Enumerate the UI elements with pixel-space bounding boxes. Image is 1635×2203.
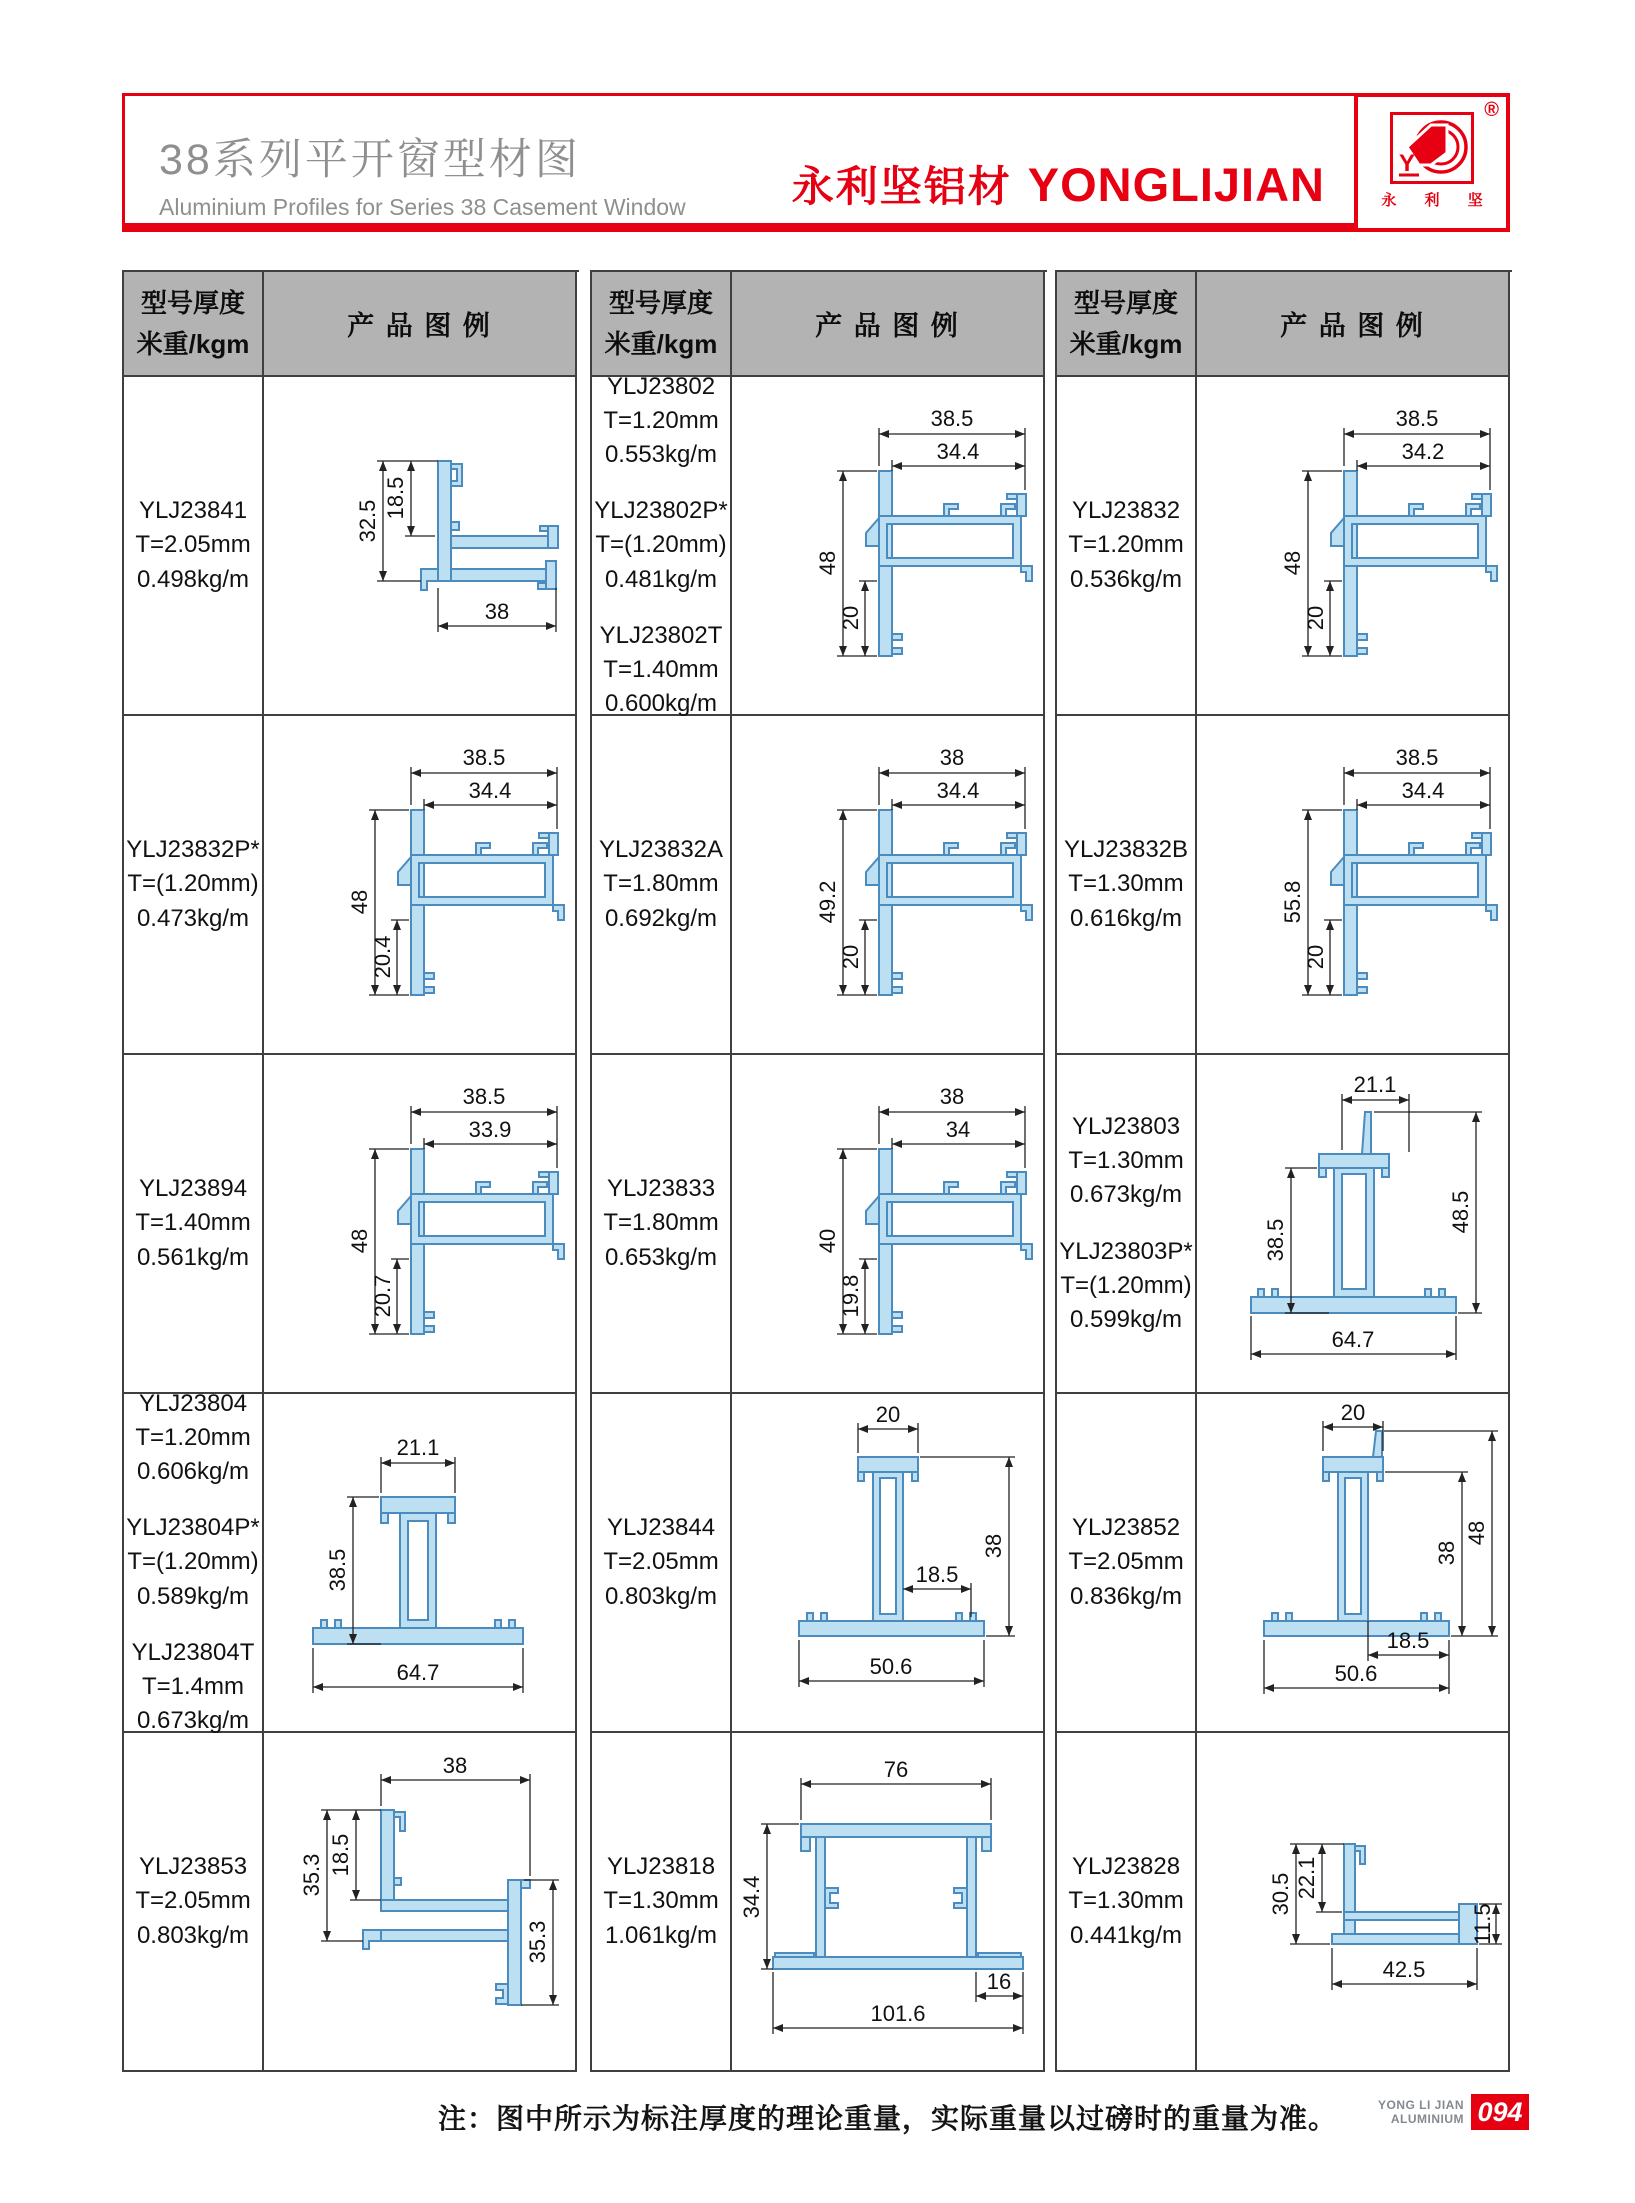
product-entry — [1068, 1110, 1183, 1212]
product-thickness: T=1.30mm — [1068, 1887, 1184, 1915]
product-code: YLJ23818 — [606, 1853, 716, 1881]
product-info — [1057, 1733, 1197, 2072]
profile-drawing — [264, 377, 577, 716]
header-model-line2: 米重/kgm — [1069, 328, 1183, 359]
product-info — [1057, 1055, 1197, 1394]
dim-label: 34.4 — [936, 778, 980, 803]
product-code: YLJ23802P* — [594, 497, 728, 525]
dim-label: 101.6 — [870, 2001, 926, 2026]
product-entry — [594, 494, 727, 596]
dim-label: 38.5 — [1395, 745, 1439, 770]
dim-label: 20 — [838, 605, 863, 631]
dim-label: 38.5 — [325, 1548, 350, 1592]
dim-label: 19.8 — [838, 1274, 863, 1318]
product-code: YLJ23894 — [138, 1175, 248, 1203]
profile-drawing — [1197, 377, 1510, 716]
dim-label: 48 — [815, 550, 840, 576]
product-entry — [132, 1636, 255, 1738]
profile-drawing — [732, 1394, 1045, 1733]
dim-label: 38.5 — [1395, 406, 1439, 431]
brand-name-cn: 永利坚铝材 — [791, 163, 1012, 210]
dim-label: 21.1 — [1353, 1072, 1397, 1097]
profile-drawing — [732, 377, 1045, 716]
product-weight: 0.606kg/m — [136, 1458, 250, 1486]
dim-label: 30.5 — [1268, 1872, 1293, 1916]
footer-brand-text — [1378, 2098, 1464, 2127]
product-thickness: T=2.05mm — [135, 1887, 251, 1915]
product-code: YLJ23852 — [1071, 1514, 1181, 1542]
profile-drawing — [732, 1055, 1045, 1394]
profile-cross-section — [421, 461, 558, 590]
product-weight: 0.616kg/m — [1069, 904, 1183, 932]
dim-label: 34.2 — [1401, 439, 1445, 464]
dim-label: 35.3 — [299, 1853, 324, 1897]
product-info — [1057, 1394, 1197, 1733]
product-entry — [603, 1172, 718, 1274]
registered-trademark-icon: ® — [1484, 99, 1499, 121]
profile-cross-section — [1331, 810, 1497, 995]
page-header — [122, 93, 1510, 232]
product-info — [592, 716, 732, 1055]
product-thickness: T=1.20mm — [603, 407, 719, 435]
profile-drawing — [1197, 1055, 1510, 1394]
title-block — [159, 126, 686, 221]
product-weight: 0.561kg/m — [136, 1243, 250, 1271]
profile-drawing — [264, 1394, 577, 1733]
dim-label: 64.7 — [396, 1660, 440, 1685]
dim-label: 22.1 — [1294, 1856, 1319, 1900]
product-thickness: T=1.80mm — [603, 870, 719, 898]
product-weight: 0.673kg/m — [136, 1706, 250, 1734]
dim-label: 18.5 — [328, 1833, 353, 1877]
dim-label: 76 — [883, 1757, 909, 1782]
logo-y-glyph: Y — [1399, 150, 1416, 177]
logo-characters: 永 利 坚 — [1381, 192, 1495, 209]
product-code: YLJ23832B — [1063, 836, 1189, 864]
product-info — [124, 716, 264, 1055]
product-weight: 0.536kg/m — [1069, 565, 1183, 593]
product-thickness: T=2.05mm — [1068, 1548, 1184, 1576]
column-header-model — [1057, 272, 1197, 377]
dim-label: 38.5 — [930, 406, 974, 431]
product-info — [592, 1394, 732, 1733]
page-number-badge — [1378, 2094, 1529, 2130]
product-thickness: T=1.40mm — [135, 1209, 251, 1237]
dim-label: 48 — [1280, 550, 1305, 576]
profile-drawing — [732, 716, 1045, 1055]
product-weight: 1.061kg/m — [604, 1921, 718, 1949]
profile-drawing — [1197, 1733, 1510, 2072]
profile-cross-section — [398, 810, 564, 995]
product-thickness: T=(1.20mm) — [127, 870, 259, 898]
product-entry — [1059, 1235, 1192, 1337]
header-model-line2: 米重/kgm — [604, 328, 718, 359]
column-header-example: 产 品 图 例 — [1197, 272, 1510, 377]
product-info — [1057, 716, 1197, 1055]
dim-label: 38 — [939, 1084, 965, 1109]
footer-brand-line2: ALUMINIUM — [1390, 2112, 1465, 2126]
product-thickness: T=1.30mm — [1068, 870, 1184, 898]
product-thickness: T=1.4mm — [141, 1672, 244, 1700]
column-header-model — [124, 272, 264, 377]
product-thickness: T=1.80mm — [603, 1209, 719, 1237]
product-info — [124, 377, 264, 716]
product-weight: 0.589kg/m — [136, 1582, 250, 1610]
dim-label: 18.5 — [915, 1562, 959, 1587]
product-code: YLJ23841 — [138, 497, 248, 525]
product-code: YLJ23828 — [1071, 1853, 1181, 1881]
dim-label: 38 — [442, 1753, 468, 1778]
dim-label: 21.1 — [396, 1435, 440, 1460]
product-weight: 0.836kg/m — [1069, 1582, 1183, 1610]
product-entry — [135, 1172, 250, 1274]
profile-cross-section — [866, 1149, 1032, 1334]
product-code: YLJ23844 — [606, 1514, 716, 1542]
product-entry — [135, 1850, 250, 1952]
dim-label: 42.5 — [1382, 1957, 1426, 1982]
product-entry — [599, 833, 723, 935]
profile-cross-section — [866, 471, 1032, 656]
product-thickness: T=1.30mm — [1068, 1147, 1184, 1175]
profile-cross-section — [799, 1457, 984, 1636]
product-weight: 0.481kg/m — [604, 565, 718, 593]
profile-cross-section — [1251, 1112, 1456, 1313]
product-entry — [135, 1387, 250, 1489]
profile-cross-section — [866, 810, 1032, 995]
product-code: YLJ23802 — [606, 373, 716, 401]
dim-label: 34 — [945, 1117, 971, 1142]
dim-label: 11.5 — [1470, 1903, 1495, 1945]
product-code: YLJ23853 — [138, 1853, 248, 1881]
header-model-line1: 型号厚度 — [608, 288, 713, 319]
page-number: 094 — [1471, 2094, 1529, 2130]
dim-label: 20.4 — [370, 935, 395, 979]
product-info — [124, 1733, 264, 2072]
dim-label: 34.4 — [1401, 778, 1445, 803]
product-info — [592, 373, 732, 717]
dim-label: 20.7 — [370, 1274, 395, 1318]
profile-cross-section — [1331, 471, 1497, 656]
product-entry — [1064, 833, 1188, 935]
dim-label: 48.5 — [1448, 1190, 1473, 1234]
product-entry — [603, 1850, 718, 1952]
product-weight: 0.653kg/m — [604, 1243, 718, 1271]
dim-label: 18.5 — [383, 476, 408, 520]
product-code: YLJ23804P* — [126, 1514, 260, 1542]
dim-label: 48 — [1464, 1520, 1489, 1546]
dim-label: 48 — [347, 1228, 372, 1254]
product-code: YLJ23804T — [131, 1638, 255, 1666]
product-entry — [603, 370, 718, 472]
profile-drawing — [1197, 1394, 1510, 1733]
dim-label: 38.5 — [462, 1084, 506, 1109]
logo-swirl-icon — [1393, 115, 1471, 181]
product-code: YLJ23832P* — [126, 836, 260, 864]
profile-drawing — [264, 716, 577, 1055]
dim-label: 49.2 — [815, 880, 840, 924]
product-weight: 0.441kg/m — [1069, 1921, 1183, 1949]
product-weight: 0.803kg/m — [136, 1921, 250, 1949]
product-code: YLJ23833 — [606, 1175, 716, 1203]
product-entry — [126, 1511, 259, 1613]
dim-label: 38.5 — [462, 745, 506, 770]
profile-drawing — [732, 1733, 1045, 2072]
profile-drawing — [264, 1733, 577, 2072]
dim-label: 20 — [1340, 1400, 1366, 1425]
product-weight: 0.553kg/m — [604, 441, 718, 469]
column-header-example: 产 品 图 例 — [264, 272, 577, 377]
product-weight: 0.599kg/m — [1069, 1305, 1183, 1333]
brand-text — [792, 154, 1325, 214]
dim-label: 20 — [875, 1402, 901, 1427]
profile-cross-section — [773, 1824, 1023, 1969]
product-entry — [600, 619, 723, 721]
dim-label: 55.8 — [1280, 880, 1305, 924]
dim-label: 18.5 — [1386, 1628, 1430, 1653]
product-code: YLJ23803 — [1071, 1113, 1181, 1141]
header-model-line1: 型号厚度 — [140, 288, 245, 319]
profile-cross-section — [1332, 1844, 1477, 1944]
product-code: YLJ23802T — [599, 621, 723, 649]
product-weight: 0.498kg/m — [136, 565, 250, 593]
logo-emblem — [1390, 112, 1474, 184]
product-info — [124, 1390, 264, 1734]
dim-label: 33.9 — [468, 1117, 512, 1142]
dim-label: 64.7 — [1331, 1327, 1375, 1352]
dim-label: 34.4 — [468, 778, 512, 803]
dim-label: 38 — [1434, 1540, 1459, 1566]
product-entry — [1068, 494, 1183, 596]
product-info — [592, 1733, 732, 2072]
dim-label: 38 — [981, 1533, 1006, 1559]
dim-label: 20 — [1303, 944, 1328, 970]
dim-label: 38 — [939, 745, 965, 770]
dim-label: 20 — [838, 944, 863, 970]
product-weight: 0.803kg/m — [604, 1582, 718, 1610]
profile-drawing — [264, 1055, 577, 1394]
product-thickness: T=2.05mm — [603, 1548, 719, 1576]
product-thickness: T=(1.20mm) — [595, 531, 727, 559]
dim-label: 40 — [815, 1228, 840, 1254]
brand-logo — [1354, 93, 1510, 232]
product-code: YLJ23803P* — [1059, 1237, 1193, 1265]
page-subtitle: Aluminium Profiles for Series 38 Casement Window — [159, 194, 686, 220]
footer-brand-line1: YONG LI JIAN — [1378, 2097, 1465, 2112]
column-header-model — [592, 272, 732, 377]
product-thickness: T=(1.20mm) — [1060, 1271, 1192, 1299]
product-weight: 0.692kg/m — [604, 904, 718, 932]
product-info — [592, 1055, 732, 1394]
product-thickness: T=2.05mm — [135, 531, 251, 559]
dim-label: 34.4 — [936, 439, 980, 464]
dim-label: 50.6 — [1334, 1661, 1378, 1686]
column-header-example: 产 品 图 例 — [732, 272, 1045, 377]
product-thickness: T=1.40mm — [603, 655, 719, 683]
product-thickness: T=1.20mm — [1068, 531, 1184, 559]
dim-label: 20 — [1303, 605, 1328, 631]
profile-cross-section — [363, 1810, 530, 2005]
footer-note: 注：图中所示为标注厚度的理论重量，实际重量以过磅时的重量为准。 — [438, 2103, 1338, 2134]
profile-drawing — [1197, 716, 1510, 1055]
product-weight: 0.673kg/m — [1069, 1181, 1183, 1209]
product-entry — [135, 494, 250, 596]
dim-label: 32.5 — [355, 499, 380, 543]
product-code: YLJ23832A — [598, 836, 724, 864]
product-info — [1057, 377, 1197, 716]
product-thickness: T=1.20mm — [135, 1424, 251, 1452]
dim-label: 48 — [347, 889, 372, 915]
header-model-line2: 米重/kgm — [136, 328, 250, 359]
dim-label: 16 — [986, 1969, 1012, 1994]
product-entry — [1068, 1850, 1183, 1952]
dim-label: 34.4 — [739, 1875, 764, 1919]
product-info — [124, 1055, 264, 1394]
profile-cross-section — [398, 1149, 564, 1334]
header-model-line1: 型号厚度 — [1073, 288, 1178, 319]
dim-label: 35.3 — [525, 1920, 550, 1964]
product-code: YLJ23832 — [1071, 497, 1181, 525]
profile-cross-section — [1264, 1431, 1449, 1636]
product-code: YLJ23804 — [138, 1390, 248, 1418]
product-entry — [126, 833, 259, 935]
dim-label: 50.6 — [869, 1654, 913, 1679]
profile-table-group-1 — [122, 270, 579, 2072]
dim-label: 38 — [484, 599, 510, 624]
product-entry — [1068, 1511, 1183, 1613]
product-weight: 0.600kg/m — [604, 689, 718, 717]
product-thickness: T=1.30mm — [603, 1887, 719, 1915]
product-thickness: T=(1.20mm) — [127, 1548, 259, 1576]
page-title: 38系列平开窗型材图 — [159, 136, 581, 184]
dim-label: 38.5 — [1263, 1218, 1288, 1262]
brand-name-en: YONGLIJIAN — [1027, 158, 1325, 211]
product-weight: 0.473kg/m — [136, 904, 250, 932]
product-entry — [603, 1511, 718, 1613]
profile-table-group-3 — [1055, 270, 1512, 2072]
profile-table-group-2 — [590, 270, 1047, 2072]
